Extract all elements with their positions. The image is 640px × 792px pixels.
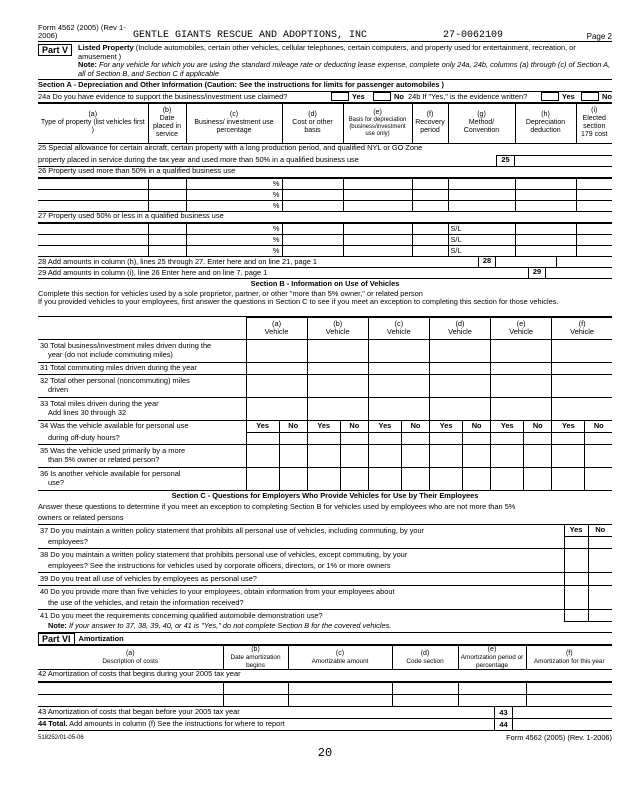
no-label: No <box>279 420 307 432</box>
line34-d-no[interactable] <box>463 432 491 444</box>
table-row <box>38 245 612 256</box>
line29-text: 29 Add amounts in column (i), line 26 Enter here and on line 7, page 1 <box>38 267 268 277</box>
table-row <box>38 683 612 695</box>
line26-depr-field[interactable] <box>515 200 576 211</box>
table-row <box>38 189 612 200</box>
line43 <box>38 707 612 719</box>
vehicle-c-header: (c) Vehicle <box>368 317 429 339</box>
line42-desc-field[interactable] <box>38 695 223 707</box>
table-row <box>38 586 612 598</box>
q24b-no-label: No <box>602 91 612 101</box>
section-c-intro <box>38 503 612 525</box>
line27-cost-field[interactable] <box>282 245 343 256</box>
q24b-text: 24b If "Yes," is the evidence written? <box>408 91 528 101</box>
line34-e-no[interactable] <box>524 432 552 444</box>
section-b-title: Section B - Information on Use of Vehicles <box>250 278 400 288</box>
page-number: 20 <box>317 745 333 760</box>
line27-depr-field[interactable] <box>515 245 576 256</box>
part5-label: Part V <box>38 44 72 56</box>
line35-d-no[interactable] <box>463 444 491 467</box>
line26-recovery-field[interactable] <box>412 178 448 189</box>
line42-amort-field[interactable] <box>526 683 612 695</box>
section-c-no-header: No <box>588 525 612 537</box>
line34-label-2: during off-duty hours? <box>38 432 246 444</box>
q24b-yes-checkbox[interactable] <box>541 92 559 101</box>
line26-basis-field[interactable] <box>343 200 412 211</box>
line36-c-no[interactable] <box>402 467 430 490</box>
line32-vehicle-b[interactable] <box>307 374 368 397</box>
line33-vehicle-d[interactable] <box>429 397 490 420</box>
vehicle-f-header: (f) Vehicle <box>552 317 612 339</box>
line39-no-box[interactable] <box>588 573 612 586</box>
part6-title: Amortization <box>78 633 124 643</box>
line27-recovery-field[interactable] <box>412 234 448 245</box>
col-e-header: (e) Basis for depreciation (business/investment use only) <box>343 103 412 143</box>
line43-number: 43 <box>494 707 512 719</box>
line35-f-yes[interactable] <box>552 444 585 467</box>
line31-label: 31 Total commuting miles driven during the year <box>38 362 246 374</box>
line42-period-field[interactable] <box>458 695 526 707</box>
line41-no-box[interactable] <box>588 610 612 622</box>
line24-row <box>38 92 612 103</box>
line27-depr-field[interactable] <box>515 234 576 245</box>
line34-a-yes[interactable] <box>246 432 279 444</box>
line27-depr-field[interactable] <box>515 223 576 234</box>
table-row <box>38 234 612 245</box>
line32-vehicle-e[interactable] <box>491 374 552 397</box>
line30-vehicle-f[interactable] <box>552 339 612 362</box>
line35-a-yes[interactable] <box>246 444 279 467</box>
section-b-table <box>38 317 612 491</box>
table-row <box>38 339 612 362</box>
line27-basis-field[interactable] <box>343 234 412 245</box>
footer-code: 518252/01-05-06 <box>38 734 84 741</box>
line27-cost-field[interactable] <box>282 223 343 234</box>
line32-vehicle-c[interactable] <box>368 374 429 397</box>
part6-col-a-header: (a) Description of costs <box>38 646 223 670</box>
line34-label-1: 34 Was the vehicle available for personal use <box>38 420 246 432</box>
section-b-intro <box>38 290 612 317</box>
line25-text-1: 25 Special allowance for certain aircraft, certain property with a long production period, and qualified NYL or GO Zone <box>38 142 423 152</box>
line27-table <box>38 223 612 257</box>
footer <box>38 734 612 743</box>
line36-b-no[interactable] <box>340 467 368 490</box>
part5-title: Listed Property <box>78 43 134 52</box>
part6-col-d-header: (d) Code section <box>392 646 458 670</box>
line27-label: 27 Property used 50% or less in a qualified business use <box>38 212 612 223</box>
line44-label: 44 Total. <box>38 719 68 729</box>
line43-amount-field[interactable] <box>512 707 612 719</box>
line27-method[interactable]: S/L <box>448 234 515 245</box>
vehicle-header-row <box>38 317 612 339</box>
line26-date-field[interactable] <box>148 189 186 200</box>
line36-d-yes[interactable] <box>429 467 462 490</box>
line34-f-no[interactable] <box>585 432 612 444</box>
section-c-intro-1: Answer these questions to determine if you meet an exception to completing Section B for vehicles used by employees who are not more than 5% <box>38 501 516 511</box>
line44 <box>38 719 612 731</box>
line33-vehicle-e[interactable] <box>491 397 552 420</box>
line26-method-field[interactable] <box>448 189 515 200</box>
section-c-table <box>38 525 612 623</box>
line26-table <box>38 178 612 212</box>
line42-date-field[interactable] <box>223 683 288 695</box>
line26-basis-field[interactable] <box>343 178 412 189</box>
section-c-yes-header: Yes <box>564 525 588 537</box>
part5-heading <box>38 44 612 78</box>
line26-elected-field[interactable] <box>576 200 612 211</box>
line26-date-field[interactable] <box>148 200 186 211</box>
line25 <box>38 144 612 167</box>
q24a-text: 24a Do you have evidence to support the business/investment use claimed? <box>38 91 288 101</box>
section-c-title: Section C - Questions for Employers Who Provide Vehicles for Use by Their Employees <box>171 490 479 500</box>
table-row <box>38 374 612 397</box>
line26-depr-field[interactable] <box>515 178 576 189</box>
line42-desc-field[interactable] <box>38 683 223 695</box>
table-row <box>38 598 612 610</box>
section-a-column-headers <box>38 103 612 144</box>
line44-text: Add amounts in column (f) See the instructions for where to report <box>69 719 285 729</box>
section-c-note <box>38 622 612 633</box>
line27-type-field[interactable] <box>38 223 148 234</box>
yes-label: Yes <box>307 420 340 432</box>
line42-amount-field[interactable] <box>288 695 392 707</box>
part5-title-desc: (Include automobiles, certain other vehicles, cellular telephones, certain computers, and property used for entertainment, recreation, or amusement ) <box>78 43 576 61</box>
col-b-header: (b) Date placed in service <box>148 103 186 143</box>
line27-recovery-field[interactable] <box>412 245 448 256</box>
no-label: No <box>463 420 491 432</box>
line32-vehicle-d[interactable] <box>429 374 490 397</box>
col-f-header: (f) Recovery period <box>412 103 448 143</box>
line27-type-field[interactable] <box>38 234 148 245</box>
line36-e-yes[interactable] <box>491 467 524 490</box>
line26-cost-field[interactable] <box>282 200 343 211</box>
col-i-header: (i) Elected section 179 cost <box>576 103 612 143</box>
line35-b-no[interactable] <box>340 444 368 467</box>
line31-vehicle-e[interactable] <box>491 362 552 374</box>
yes-no-row <box>38 420 612 432</box>
line33-vehicle-b[interactable] <box>307 397 368 420</box>
footer-form-ref: Form 4562 (2005) (Rev. 1-2006) <box>506 733 612 743</box>
line37-no-box[interactable] <box>588 537 612 549</box>
line35-b-yes[interactable] <box>307 444 340 467</box>
line40-yes-box[interactable] <box>564 598 588 610</box>
q24b-yes-label: Yes <box>562 91 575 101</box>
q24b-no-checkbox[interactable] <box>581 92 599 101</box>
line34-b-yes[interactable] <box>307 432 340 444</box>
line34-f-yes[interactable] <box>552 432 585 444</box>
line34-a-no[interactable] <box>279 432 307 444</box>
line33-vehicle-f[interactable] <box>552 397 612 420</box>
line27-cost-field[interactable] <box>282 234 343 245</box>
line35-c-yes[interactable] <box>368 444 401 467</box>
line37-text-2: employees? <box>38 537 564 549</box>
line42-date-field[interactable] <box>223 695 288 707</box>
line26-pct[interactable]: % <box>186 189 282 200</box>
line42-amount-field[interactable] <box>288 683 392 695</box>
org-name: GENTLE GIANTS RESCUE AND ADOPTIONS, INC <box>133 29 368 41</box>
line27-type-field[interactable] <box>38 245 148 256</box>
line28 <box>38 257 612 268</box>
line44-number: 44 <box>494 719 512 731</box>
line26-pct[interactable]: % <box>186 178 282 189</box>
table-row <box>38 467 612 490</box>
no-label: No <box>524 420 552 432</box>
line31-vehicle-b[interactable] <box>307 362 368 374</box>
part6-col-c-header: (c) Amortizable amount <box>288 646 392 670</box>
line30-vehicle-d[interactable] <box>429 339 490 362</box>
page-label: Page 2 <box>586 31 612 41</box>
line25-amount-field[interactable] <box>514 155 612 166</box>
line27-pct[interactable]: % <box>186 245 282 256</box>
line26-type-field[interactable] <box>38 189 148 200</box>
line26-method-field[interactable] <box>448 178 515 189</box>
ein: 27-0062109 <box>443 29 504 41</box>
table-row <box>38 397 612 420</box>
part6-column-headers <box>38 645 612 670</box>
line27-method[interactable]: S/L <box>448 223 515 234</box>
form-header <box>38 22 612 42</box>
line31-vehicle-f[interactable] <box>552 362 612 374</box>
line27-date-field[interactable] <box>148 223 186 234</box>
line27-pct[interactable]: % <box>186 223 282 234</box>
section-b-intro-1: Complete this section for vehicles used by a sole proprietor, partner, or other "more than 5% owner," or related person <box>38 288 423 298</box>
no-label: No <box>402 420 430 432</box>
line29 <box>38 268 612 279</box>
line26-method-field[interactable] <box>448 200 515 211</box>
q24a-no-label: No <box>394 91 404 101</box>
table-row <box>38 573 612 586</box>
q24a-yes-label: Yes <box>352 91 365 101</box>
line35-a-no[interactable] <box>279 444 307 467</box>
line40-text-2: the use of the vehicles, and retain the information received? <box>38 598 564 610</box>
vehicle-b-header: (b) Vehicle <box>307 317 368 339</box>
q24a-no-checkbox[interactable] <box>373 92 391 101</box>
line40-text-1: 40 Do you provide more than five vehicles to your employees, obtain information from your employees about <box>40 586 395 596</box>
col-h-header: (h) Depreciation deduction <box>515 103 576 143</box>
line33-vehicle-a[interactable] <box>246 397 307 420</box>
vehicle-e-header: (e) Vehicle <box>491 317 552 339</box>
line27-method[interactable]: S/L <box>448 245 515 256</box>
yes-label: Yes <box>368 420 401 432</box>
line27-basis-field[interactable] <box>343 245 412 256</box>
line31-vehicle-d[interactable] <box>429 362 490 374</box>
line37-text-1: 37 Do you maintain a written policy statement that prohibits all personal use of vehicles, including commuting, by your <box>40 525 425 535</box>
line31-vehicle-a[interactable] <box>246 362 307 374</box>
col-g-header: (g) Method/ Convention <box>448 103 515 143</box>
line34-d-yes[interactable] <box>429 432 462 444</box>
line26-type-field[interactable] <box>38 178 148 189</box>
table-row <box>38 537 612 549</box>
line26-depr-field[interactable] <box>515 189 576 200</box>
line44-text-wrap <box>38 720 494 729</box>
line35-label: 35 Was the vehicle used primarily by a more than 5% owner or related person? <box>38 444 246 467</box>
table-row <box>38 695 612 707</box>
line34-b-no[interactable] <box>340 432 368 444</box>
col-c-header: (c) Business/ investment use percentage <box>186 103 282 143</box>
section-c-intro-2: owners or related persons <box>38 512 124 522</box>
form-page <box>38 22 612 760</box>
line40-no-box[interactable] <box>588 598 612 610</box>
line34-c-yes[interactable] <box>368 432 401 444</box>
line32-label: 32 Total other personal (noncommuting) miles driven <box>38 374 246 397</box>
table-row <box>38 200 612 211</box>
line29-amount-field[interactable] <box>546 267 612 278</box>
table-row <box>38 432 612 444</box>
table-row <box>38 178 612 189</box>
line33-label: 33 Total miles driven during the year Add lines 30 through 32 <box>38 397 246 420</box>
line26-recovery-field[interactable] <box>412 200 448 211</box>
line27-shaded <box>576 223 612 234</box>
line26-elected-field[interactable] <box>576 178 612 189</box>
no-label: No <box>340 420 368 432</box>
table-row <box>38 561 612 573</box>
section-a-title: Section A - Depreciation and Other Information <box>38 80 203 90</box>
line27-pct[interactable]: % <box>186 234 282 245</box>
part6-label: Part VI <box>38 633 75 645</box>
line36-e-no[interactable] <box>524 467 552 490</box>
line38-yes-box[interactable] <box>564 561 588 573</box>
yes-label: Yes <box>552 420 585 432</box>
q24a-yes-checkbox[interactable] <box>331 92 349 101</box>
line30-vehicle-a[interactable] <box>246 339 307 362</box>
line36-b-yes[interactable] <box>307 467 340 490</box>
part6-col-f-header: (f) Amortization for this year <box>526 646 612 670</box>
line36-f-yes[interactable] <box>552 467 585 490</box>
line30-label: 30 Total business/investment miles driven during the year (do not include commuting miles) <box>38 339 246 362</box>
line42-code-field[interactable] <box>392 695 458 707</box>
yes-label: Yes <box>429 420 462 432</box>
line35-d-yes[interactable] <box>429 444 462 467</box>
line28-text: 28 Add amounts in column (h), lines 25 through 27. Enter here and on line 21, page 1 <box>38 256 317 266</box>
line33-vehicle-c[interactable] <box>368 397 429 420</box>
line26-cost-field[interactable] <box>282 189 343 200</box>
section-c-note-label: Note: <box>48 621 67 631</box>
part5-note-label: Note: <box>78 60 97 70</box>
line32-vehicle-f[interactable] <box>552 374 612 397</box>
line26-pct[interactable]: % <box>186 200 282 211</box>
line31-vehicle-c[interactable] <box>368 362 429 374</box>
line36-d-no[interactable] <box>463 467 491 490</box>
line25-text-2: property placed in service during the tax year and used more than 50% in a qualified business use <box>38 155 359 165</box>
yes-label: Yes <box>491 420 524 432</box>
line26-recovery-field[interactable] <box>412 189 448 200</box>
line26-cost-field[interactable] <box>282 178 343 189</box>
line42-table <box>38 682 612 707</box>
line27-shaded <box>576 234 612 245</box>
line42-period-field[interactable] <box>458 683 526 695</box>
line28-number: 28 <box>478 256 496 267</box>
table-row <box>38 549 612 561</box>
table-row <box>38 444 612 467</box>
line41-text: 41 Do you meet the requirements concerning qualified automobile demonstration use? <box>40 610 323 620</box>
section-a-caution: (Caution: See the instructions for limits for passenger automobiles ) <box>204 80 444 90</box>
vehicle-d-header: (d) Vehicle <box>429 317 490 339</box>
line35-c-no[interactable] <box>402 444 430 467</box>
part5-note: For any vehicle for which you are using the standard mileage rate or deducting lease expense, complete only 24a, 24b, columns (a) through (c) of Section A, all of Section B, and Section C if applicable <box>78 60 611 78</box>
section-c-note-text: If your answer to 37, 38, 39, 40, or 41 is "Yes," do not complete Section B for the covered vehicles. <box>68 621 392 631</box>
line36-c-yes[interactable] <box>368 467 401 490</box>
table-row <box>38 525 612 537</box>
line36-f-no[interactable] <box>585 467 612 490</box>
table-row <box>38 610 612 622</box>
form-id: Form 4562 (2005) (Rev 1-2006) <box>38 22 126 41</box>
line35-e-no[interactable] <box>524 444 552 467</box>
line29-number: 29 <box>528 267 546 278</box>
line25-number: 25 <box>496 155 514 166</box>
line27-shaded <box>576 245 612 256</box>
line35-f-no[interactable] <box>585 444 612 467</box>
table-row <box>38 223 612 234</box>
section-b-intro-2: If you provided vehicles to your employees, first answer the questions in Section C to see if you meet an exception to completing this section for those vehicles. <box>38 297 559 307</box>
line38-text-1: 38 Do you maintain a written policy statement that prohibits personal use of vehicles, except commuting, by your <box>40 549 408 559</box>
line26-date-field[interactable] <box>148 178 186 189</box>
line30-vehicle-c[interactable] <box>368 339 429 362</box>
line26-label: 26 Property used more than 50% in a qualified business use <box>38 167 612 178</box>
line44-amount-field[interactable] <box>512 719 612 731</box>
line26-elected-field[interactable] <box>576 189 612 200</box>
line36-a-yes[interactable] <box>246 467 279 490</box>
line27-recovery-field[interactable] <box>412 223 448 234</box>
line27-basis-field[interactable] <box>343 223 412 234</box>
part6-col-b-header: (b) Date amortization begins <box>223 646 288 670</box>
table-row <box>38 362 612 374</box>
line30-vehicle-e[interactable] <box>491 339 552 362</box>
section-a-heading <box>38 79 612 92</box>
line38-no-box[interactable] <box>588 561 612 573</box>
line37-yes-box[interactable] <box>564 537 588 549</box>
line36-label: 36 Is another vehicle available for personal use? <box>38 467 246 490</box>
line26-basis-field[interactable] <box>343 189 412 200</box>
yes-label: Yes <box>246 420 279 432</box>
line42-amort-field[interactable] <box>526 695 612 707</box>
line32-vehicle-a[interactable] <box>246 374 307 397</box>
line41-yes-box[interactable] <box>564 610 588 622</box>
line27-date-field[interactable] <box>148 245 186 256</box>
part6-col-e-header: (e) Amortization period or percentage <box>458 646 526 670</box>
line28-amount-field[interactable] <box>496 256 557 267</box>
line38-text-2: employees? See the instructions for vehicles used by corporate officers, directors, or 1% or more owners <box>38 561 564 573</box>
line39-yes-box[interactable] <box>564 573 588 586</box>
line27-date-field[interactable] <box>148 234 186 245</box>
line42-label: 42 Amortization of costs that begins during your 2005 tax year <box>38 670 612 682</box>
part6-heading <box>38 633 612 645</box>
col-a-header: (a) Type of property (list vehicles first ) <box>38 103 148 143</box>
line36-a-no[interactable] <box>279 467 307 490</box>
line35-e-yes[interactable] <box>491 444 524 467</box>
line42-code-field[interactable] <box>392 683 458 695</box>
col-d-header: (d) Cost or other basis <box>282 103 343 143</box>
no-label: No <box>585 420 612 432</box>
line39-text: 39 Do you treat all use of vehicles by employees as personal use? <box>38 573 564 586</box>
line26-type-field[interactable] <box>38 200 148 211</box>
line34-c-no[interactable] <box>402 432 430 444</box>
line43-text: 43 Amortization of costs that began before your 2005 tax year <box>38 707 240 717</box>
line30-vehicle-b[interactable] <box>307 339 368 362</box>
line34-e-yes[interactable] <box>491 432 524 444</box>
vehicle-a-header: (a) Vehicle <box>246 317 307 339</box>
